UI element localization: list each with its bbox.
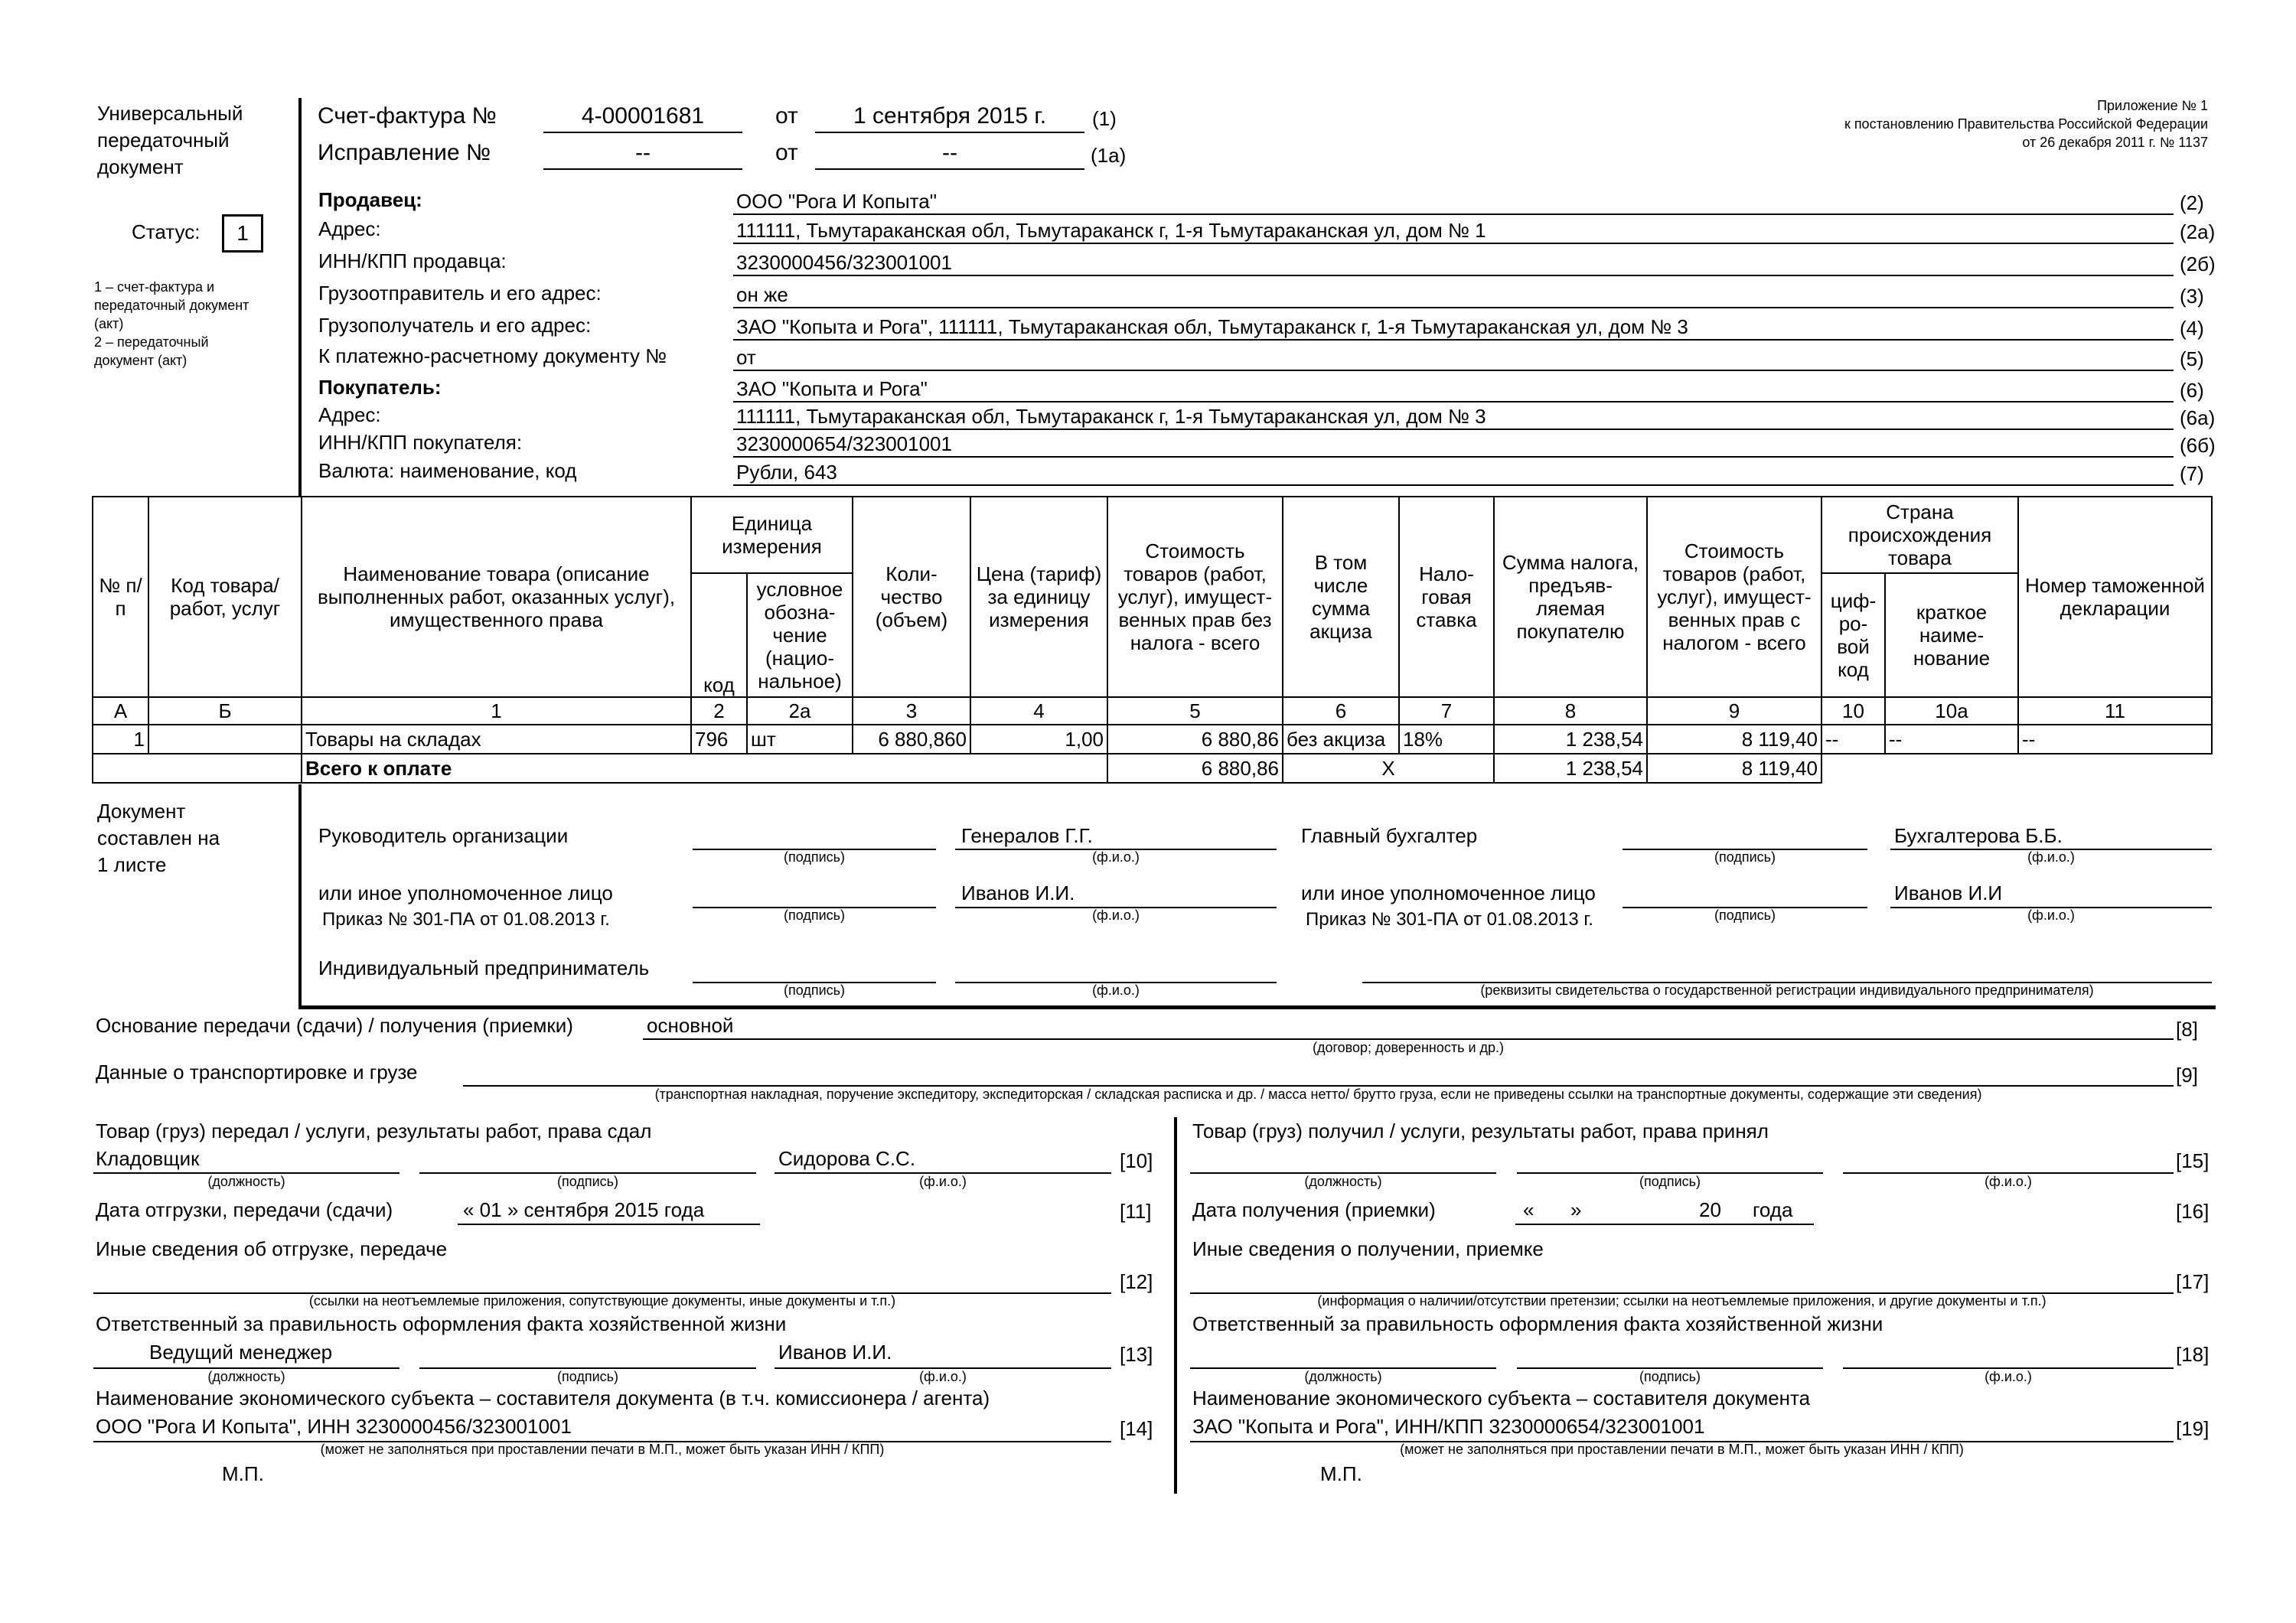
left-code14: [14] [1120, 1417, 1153, 1440]
chief-acc-name: Бухгалтерова Б.Б. [1894, 824, 2063, 847]
basis-value: основной [647, 1014, 734, 1037]
right-fio-caption: (ф.и.о.) [1985, 1174, 2032, 1189]
correction-number-line [543, 168, 742, 170]
doc-title-line-3: документ [97, 155, 184, 178]
detail-line [733, 401, 2174, 402]
head-sign-caption: (подпись) [783, 849, 846, 865]
right-entity-caption: (может не заполняться при проставлении печати в М.П., может быть указан ИНН / КПП) [1400, 1442, 1964, 1457]
detail-code: (5) [2180, 347, 2204, 370]
left-position: Кладовщик [96, 1147, 200, 1170]
th-qty: Коли-чество (объем) [853, 497, 970, 697]
appendix-line: Приложение № 1 [2097, 98, 2208, 113]
entrepreneur-label: Индивидуальный предприниматель [318, 957, 650, 979]
detail-label: Грузополучатель и его адрес: [318, 314, 592, 337]
detail-value: ЗАО "Копыта и Рога", 111111, Тьмутараканская обл, Тьмутараканск г, 1-я Тьмутараканская ул, дом № 3 [736, 315, 1688, 338]
detail-line [733, 370, 2174, 371]
detail-line [733, 307, 2174, 308]
invoice-label: Счет-фактура № [318, 103, 497, 129]
invoice-code: (1) [1092, 107, 1117, 130]
detail-label: Валюта: наименование, код [318, 459, 577, 482]
cell-code [148, 725, 302, 754]
recv-label: Дата получения (приемки) [1192, 1198, 1436, 1221]
cell-customs: -- [2018, 725, 2212, 754]
recv-word: года [1753, 1198, 1793, 1221]
detail-line [733, 243, 2174, 244]
order-right: Приказ № 301-ПА от 01.08.2013 г. [1306, 909, 1593, 930]
column-number: 8 [1494, 697, 1647, 725]
right-position-caption: (должность) [1304, 1174, 1382, 1189]
left-entity-value: ООО "Рога И Копыта", ИНН 3230000456/323001001 [96, 1415, 572, 1438]
detail-line [733, 213, 2174, 215]
proxy-fio-caption-left: (ф.и.о.) [1092, 908, 1140, 923]
ship-label: Дата отгрузки, передачи (сдачи) [96, 1198, 393, 1221]
basis-code: [8] [2176, 1018, 2198, 1041]
left-resp-sign-caption: (подпись) [556, 1369, 619, 1384]
recv-year: 20 [1699, 1198, 1721, 1221]
th-name: Наименование товара (описание выполненных работ, оказанных услуг), имущественного права [302, 497, 691, 697]
left-resp-position: Ведущий менеджер [149, 1341, 333, 1364]
detail-value: 3230000654/323001001 [736, 432, 952, 455]
detail-label: Продавец: [318, 188, 422, 211]
invoice-date: 1 сентября 2015 г. [853, 103, 1047, 129]
detail-value: 111111, Тьмутараканская обл, Тьмутараканск г, 1-я Тьмутараканская ул, дом № 1 [736, 219, 1486, 242]
left-code11: [11] [1120, 1200, 1152, 1223]
th-no: № п/п [93, 497, 148, 697]
detail-value: от [736, 346, 756, 369]
right-resp-sign-caption: (подпись) [1639, 1369, 1701, 1384]
cell-country-name: -- [1885, 725, 2018, 754]
sign-separator [298, 784, 302, 1008]
correction-date: -- [942, 140, 957, 165]
correction-number: -- [635, 140, 651, 165]
header-separator [298, 98, 302, 496]
detail-line [733, 339, 2174, 341]
status-note: передаточный документ [94, 298, 249, 313]
left-resp-label: Ответственный за правильность оформления факта хозяйственной жизни [96, 1312, 787, 1335]
detail-label: Адрес: [318, 403, 381, 426]
goods-table [92, 496, 2213, 784]
detail-code: (6а) [2180, 406, 2216, 429]
right-code16: [16] [2176, 1200, 2210, 1223]
cell-unit-code: 796 [691, 725, 747, 754]
transport-label: Данные о транспортировке и грузе [96, 1061, 418, 1084]
detail-code: (6) [2180, 379, 2204, 402]
column-number: 4 [970, 697, 1107, 725]
ship-date: « 01 » сентября 2015 года [463, 1198, 705, 1221]
cell-tax: 1 238,54 [1494, 725, 1647, 754]
middle-divider [1174, 1117, 1177, 1494]
sheets-line: 1 листе [97, 853, 167, 876]
invoice-number: 4-00001681 [581, 103, 705, 129]
total-empty [93, 754, 302, 783]
cell-name: Товары на складах [302, 725, 691, 754]
detail-line [733, 484, 2174, 486]
detail-value: он же [736, 283, 788, 306]
total-cost: 6 880,86 [1107, 754, 1283, 783]
correction-code: (1а) [1091, 144, 1127, 167]
basis-caption: (договор; доверенность и др.) [1312, 1040, 1505, 1055]
total-tax: 1 238,54 [1494, 754, 1647, 783]
right-code17: [17] [2176, 1270, 2210, 1293]
sign-bottom-line [298, 1005, 2216, 1009]
invoice-date-line [815, 132, 1084, 133]
cell-excise: без акциза [1283, 725, 1399, 754]
chief-sign-caption: (подпись) [1714, 849, 1776, 865]
column-number: 10а [1885, 697, 2018, 725]
th-unit: Единица измерения [691, 497, 853, 573]
left-name: Сидорова С.С. [778, 1147, 916, 1170]
left-code12: [12] [1120, 1270, 1153, 1293]
left-entity-caption: (может не заполняться при проставлении печати в М.П., может быть указан ИНН / КПП) [320, 1442, 885, 1457]
left-position-caption: (должность) [207, 1174, 285, 1189]
correction-ot: от [775, 140, 798, 165]
detail-label: ИНН/КПП покупателя: [318, 431, 523, 454]
chief-acc-label: Главный бухгалтер [1301, 824, 1478, 847]
column-number: 6 [1283, 697, 1399, 725]
th-unit-code: код [691, 573, 747, 697]
th-customs: Номер таможенной декларации [2018, 497, 2212, 697]
detail-label: Грузоотправитель и его адрес: [318, 282, 602, 305]
th-country: Страна происхождения товара [1821, 497, 2018, 573]
left-resp-position-caption: (должность) [207, 1369, 285, 1384]
column-number: 7 [1399, 697, 1494, 725]
sheets-line: Документ [97, 800, 186, 823]
table-row [93, 725, 2212, 754]
right-resp-label: Ответственный за правильность оформления факта хозяйственной жизни [1192, 1312, 1883, 1335]
right-code19: [19] [2176, 1417, 2210, 1440]
right-code18: [18] [2176, 1343, 2210, 1366]
detail-code: (2) [2180, 191, 2204, 214]
left-code13: [13] [1120, 1343, 1153, 1366]
recv-open: « [1523, 1198, 1534, 1221]
status-note: 1 – счет-фактура и [94, 279, 215, 295]
th-tax: Сумма налога, предъяв-ляемая покупателю [1494, 497, 1647, 697]
th-code: Код товара/ работ, услуг [148, 497, 302, 697]
proxy-name-right: Иванов И.И [1894, 882, 2003, 904]
detail-value: ООО "Рога И Копыта" [736, 190, 937, 213]
total-sum: 8 119,40 [1647, 754, 1821, 783]
status-note: документ (акт) [94, 353, 188, 368]
detail-value: ЗАО "Копыта и Рога" [736, 377, 928, 400]
column-number: 1 [302, 697, 691, 725]
proxy-name-left: Иванов И.И. [961, 882, 1075, 904]
detail-code: (3) [2180, 285, 2204, 308]
total-tail [1821, 754, 2212, 783]
right-resp-position-caption: (должность) [1304, 1369, 1382, 1384]
th-rate: Нало-говая ставка [1399, 497, 1494, 697]
detail-line [733, 275, 2174, 276]
cell-cost: 6 880,86 [1107, 725, 1283, 754]
detail-label: ИНН/КПП продавца: [318, 249, 507, 272]
detail-label: К платежно-расчетному документу № [318, 344, 667, 367]
ship-date-line [458, 1224, 760, 1225]
entr-sign-caption: (подпись) [783, 983, 846, 998]
th-price: Цена (тариф) за единицу измерения [970, 497, 1107, 697]
detail-label: Покупатель: [318, 376, 442, 399]
total-label: Всего к оплате [302, 754, 1107, 783]
cell-qty: 6 880,860 [853, 725, 970, 754]
status-note: (акт) [94, 316, 124, 331]
proxy-label-right: или иное уполномоченное лицо [1301, 882, 1596, 904]
th-cost: Стоимость товаров (работ, услуг), имущест-венных прав без налога - всего [1107, 497, 1283, 697]
appendix-line: от 26 декабря 2011 г. № 1137 [2022, 135, 2208, 150]
basis-label: Основание передачи (сдачи) / получения (приемки) [96, 1014, 573, 1037]
proxy-fio-caption-right: (ф.и.о.) [2027, 908, 2075, 923]
cell-country-code: -- [1821, 725, 1885, 754]
column-number: 2а [747, 697, 853, 725]
column-number: 11 [2018, 697, 2212, 725]
left-sign-caption: (подпись) [556, 1174, 619, 1189]
status-box: 1 [222, 214, 263, 253]
left-title: Товар (груз) передал / услуги, результаты работ, права сдал [96, 1119, 652, 1142]
head-fio-caption: (ф.и.о.) [1092, 849, 1140, 865]
left-resp-fio-caption: (ф.и.о.) [919, 1369, 967, 1384]
entr-req-caption: (реквизиты свидетельства о государственной регистрации индивидуального предпринимателя) [1480, 983, 2094, 998]
th-total: Стоимость товаров (работ, услуг), имущест-венных прав с налогом - всего [1647, 497, 1821, 697]
left-mp: М.П. [222, 1462, 264, 1485]
right-other-label: Иные сведения о получении, приемке [1192, 1237, 1544, 1260]
left-entity-label: Наименование экономического субъекта – составителя документа (в т.ч. комиссионера / агента) [96, 1387, 990, 1410]
column-number: А [93, 697, 148, 725]
cell-total: 8 119,40 [1647, 725, 1821, 754]
proxy-sign-caption-left: (подпись) [783, 908, 846, 923]
th-unit-name: условное обозна-чение (нацио-нальное) [747, 573, 853, 697]
status-note: 2 – передаточный [94, 334, 209, 350]
right-mp: М.П. [1320, 1462, 1362, 1485]
chief-fio-caption: (ф.и.о.) [2027, 849, 2075, 865]
proxy-sign-caption-right: (подпись) [1714, 908, 1776, 923]
left-code10: [10] [1120, 1149, 1153, 1172]
proxy-label-left: или иное уполномоченное лицо [318, 882, 613, 904]
doc-title-line-1: Универсальный [97, 102, 243, 125]
detail-value: 111111, Тьмутараканская обл, Тьмутараканск г, 1-я Тьмутараканская ул, дом № 3 [736, 405, 1486, 428]
column-number: 2 [691, 697, 747, 725]
transport-code: [9] [2176, 1064, 2198, 1087]
column-numbers-row [93, 697, 2212, 725]
detail-line [733, 429, 2174, 430]
total-excise: X [1283, 754, 1494, 783]
doc-title-line-2: передаточный [97, 129, 230, 152]
transport-caption: (транспортная накладная, поручение экспедитору, экспедиторская / складская расписка и др. / масса нетто/ брутто груза, если не приведены ссылки на транспортные документы, содержащие эти сведения) [654, 1087, 1982, 1102]
cell-price: 1,00 [970, 725, 1107, 754]
detail-code: (6б) [2180, 434, 2216, 457]
right-title: Товар (груз) получил / услуги, результаты работ, права принял [1192, 1119, 1769, 1142]
invoice-ot: от [775, 103, 798, 129]
right-entity-value: ЗАО "Копыта и Рога", ИНН/КПП 3230000654/323001001 [1192, 1415, 1705, 1438]
right-other-caption: (информация о наличии/отсутствии претензии; ссылки на неотъемлемые приложения, и другие документы и т.п.) [1317, 1293, 2047, 1309]
detail-code: (4) [2180, 317, 2204, 340]
cell-no: 1 [93, 725, 148, 754]
column-number: 5 [1107, 697, 1283, 725]
recv-date-line [1515, 1224, 1814, 1225]
left-resp-name: Иванов И.И. [778, 1341, 892, 1364]
appendix-line: к постановлению Правительства Российской Федерации [1844, 116, 2208, 132]
head-name: Генералов Г.Г. [961, 824, 1093, 847]
order-left: Приказ № 301-ПА от 01.08.2013 г. [322, 909, 610, 930]
cell-rate: 18% [1399, 725, 1494, 754]
correction-label: Исправление № [318, 140, 491, 165]
th-excise: В том числе сумма акциза [1283, 497, 1399, 697]
detail-line [733, 456, 2174, 458]
detail-value: 3230000456/323001001 [736, 251, 952, 274]
entr-fio-caption: (ф.и.о.) [1092, 983, 1140, 998]
detail-label: Адрес: [318, 217, 381, 240]
correction-date-line [815, 168, 1084, 170]
column-number: 3 [853, 697, 970, 725]
detail-code: (2а) [2180, 220, 2216, 243]
total-row [93, 754, 2212, 783]
column-number: 10 [1821, 697, 1885, 725]
detail-code: (7) [2180, 462, 2204, 485]
left-fio-caption: (ф.и.о.) [919, 1174, 967, 1189]
th-country-code: циф-ро-вой код [1821, 573, 1885, 697]
status-label: Статус: [132, 220, 201, 243]
sheets-line: составлен на [97, 826, 220, 849]
left-other-label: Иные сведения об отгрузке, передаче [96, 1237, 448, 1260]
right-entity-label: Наименование экономического субъекта – составителя документа [1192, 1387, 1811, 1410]
column-number: Б [148, 697, 302, 725]
right-code15: [15] [2176, 1149, 2210, 1172]
right-sign-caption: (подпись) [1639, 1174, 1701, 1189]
head-label: Руководитель организации [318, 824, 569, 847]
invoice-number-line [543, 132, 742, 133]
recv-close: » [1570, 1198, 1582, 1221]
detail-code: (2б) [2180, 253, 2216, 275]
detail-value: Рубли, 643 [736, 461, 837, 484]
th-country-name: краткое наиме-нование [1885, 573, 2018, 697]
cell-unit-name: шт [747, 725, 853, 754]
column-number: 9 [1647, 697, 1821, 725]
left-other-caption: (ссылки на неотъемлемые приложения, сопутствующие документы, иные документы и т.п.) [308, 1293, 896, 1309]
right-resp-fio-caption: (ф.и.о.) [1985, 1369, 2032, 1384]
